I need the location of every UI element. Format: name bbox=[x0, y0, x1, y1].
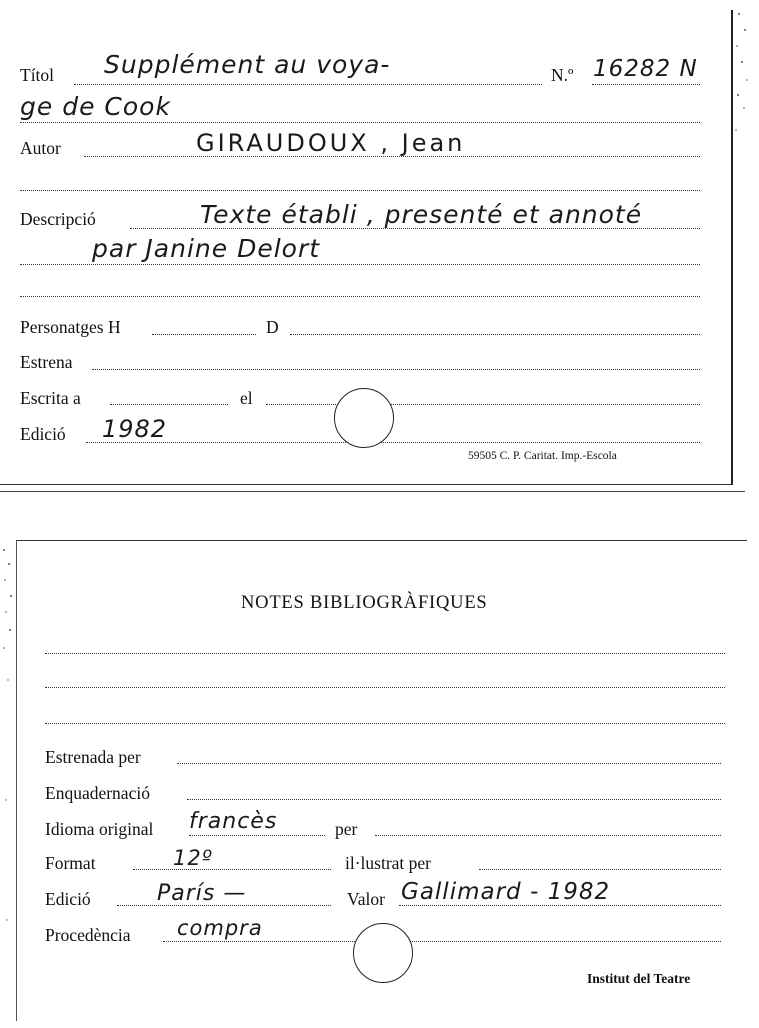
per-label: per bbox=[335, 819, 358, 839]
estrena-rule bbox=[92, 369, 700, 370]
notes-rule-1 bbox=[45, 653, 725, 654]
titol-value-line1: Supplément au voya- bbox=[104, 50, 391, 79]
notes-rule-3 bbox=[45, 723, 725, 724]
punch-hole-front bbox=[334, 388, 394, 448]
edicio-value: 1982 bbox=[102, 415, 168, 443]
scan-edge-right bbox=[733, 0, 759, 490]
numero-value: 16282 N bbox=[593, 56, 698, 82]
titol-label: Títol bbox=[20, 65, 55, 85]
autor-value: GIRAUDOUX , Jean bbox=[196, 129, 466, 157]
printer-mark: 59505 C. P. Caritat. Imp.-Escola bbox=[468, 450, 617, 462]
estrena-label: Estrena bbox=[20, 352, 73, 372]
catalog-card-front bbox=[0, 10, 733, 485]
valor-rule bbox=[399, 905, 721, 906]
edicio-rule bbox=[86, 442, 700, 443]
estrenada-per-rule bbox=[177, 763, 721, 764]
descripcio-label: Descripció bbox=[20, 209, 96, 229]
scan-noise-left bbox=[0, 540, 16, 1020]
personatges-h-rule bbox=[152, 334, 256, 335]
enquadernacio-rule bbox=[187, 799, 721, 800]
enquadernacio-label: Enquadernació bbox=[45, 783, 150, 803]
titol-rule-2 bbox=[20, 122, 700, 123]
il-lustrat-per-label: il·lustrat per bbox=[345, 853, 432, 873]
el-rule bbox=[266, 404, 700, 405]
blank-rule-1 bbox=[20, 190, 700, 191]
personatges-d-rule bbox=[290, 334, 700, 335]
descripcio-rule-2 bbox=[20, 264, 700, 265]
procedencia-label: Procedència bbox=[45, 925, 131, 945]
titol-value-line2: ge de Cook bbox=[20, 92, 171, 121]
idioma-original-label: Idioma original bbox=[45, 819, 154, 839]
back-edicio-value: París — bbox=[157, 881, 247, 906]
per-rule bbox=[375, 835, 721, 836]
descripcio-value-line2: par Janine Delort bbox=[92, 234, 321, 263]
institution-name: Institut del Teatre bbox=[587, 971, 691, 986]
card-separator bbox=[0, 491, 745, 492]
el-label: el bbox=[240, 388, 253, 408]
descripcio-value-line1: Texte établi , presenté et annoté bbox=[200, 200, 643, 229]
autor-label: Autor bbox=[20, 138, 61, 158]
titol-rule bbox=[74, 84, 542, 85]
notes-heading: NOTES BIBLIOGRÀFIQUES bbox=[241, 593, 488, 613]
procedencia-rule bbox=[163, 941, 721, 942]
format-value: 12º bbox=[173, 846, 213, 870]
idioma-original-value: francès bbox=[189, 809, 278, 834]
format-label: Format bbox=[45, 853, 96, 873]
format-rule bbox=[133, 869, 331, 870]
notes-rule-2 bbox=[45, 687, 725, 688]
estrenada-per-label: Estrenada per bbox=[45, 747, 141, 767]
personatges-label: Personatges H bbox=[20, 317, 121, 337]
valor-label: Valor bbox=[347, 889, 385, 909]
escrita-a-rule bbox=[110, 404, 228, 405]
numero-rule bbox=[592, 84, 700, 85]
blank-rule-2 bbox=[20, 296, 700, 297]
catalog-card-back bbox=[16, 540, 747, 1021]
numero-label: N.º bbox=[551, 65, 574, 85]
back-edicio-label: Edició bbox=[45, 889, 91, 909]
punch-hole-back bbox=[353, 923, 413, 983]
edicio-label: Edició bbox=[20, 424, 66, 444]
idioma-original-rule bbox=[189, 835, 325, 836]
scan-noise bbox=[733, 0, 759, 490]
scan-edge-left bbox=[0, 540, 16, 1020]
il-lustrat-per-rule bbox=[479, 869, 721, 870]
procedencia-value: compra bbox=[177, 916, 263, 940]
personatges-d-label: D bbox=[266, 317, 279, 337]
escrita-a-label: Escrita a bbox=[20, 388, 81, 408]
valor-value: Gallimard - 1982 bbox=[401, 879, 611, 905]
